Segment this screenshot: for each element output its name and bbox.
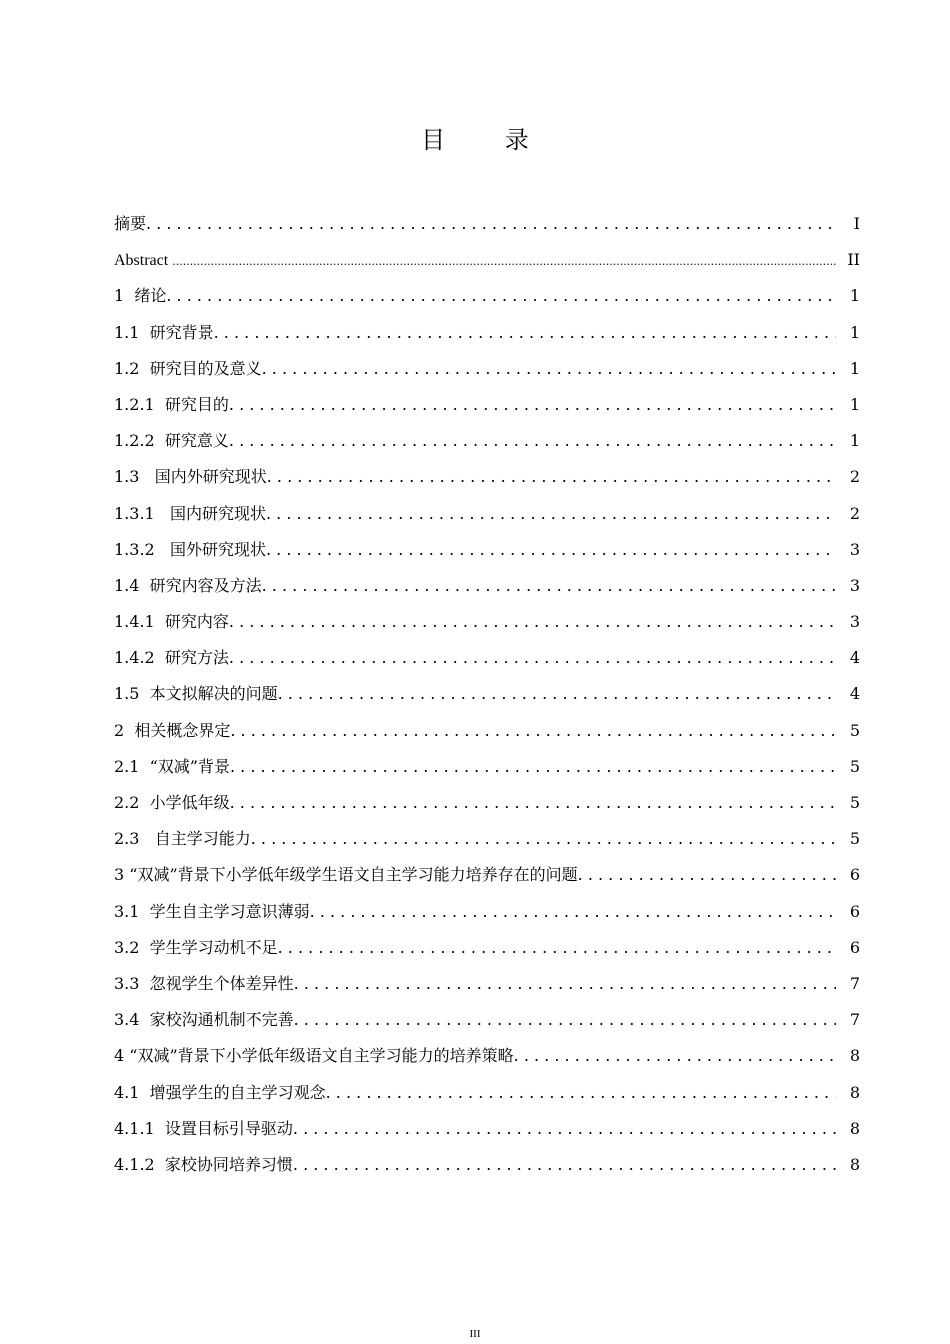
toc-entry-page: 7 (849, 973, 860, 993)
toc-entry-page: II (847, 250, 860, 270)
toc-entry-label: 4.1 增强学生的自主学习观念 (114, 1082, 326, 1102)
toc-entry-page: 5 (849, 793, 860, 812)
dot-leader (266, 504, 836, 524)
toc-entry[interactable] (114, 938, 860, 974)
dot-leader (146, 214, 836, 234)
dot-leader (278, 684, 836, 704)
dot-leader (293, 1119, 836, 1139)
dot-leader (229, 648, 836, 668)
toc-entry-label: 摘要 (114, 214, 147, 233)
toc-entry-label: 1.2 研究目的及意义 (114, 358, 262, 378)
toc-entry-page: 6 (849, 865, 860, 885)
dot-leader (578, 865, 836, 885)
dot-leader (326, 1083, 836, 1103)
toc-entry[interactable] (114, 829, 860, 865)
toc-entry-label: 1.4.1 研究内容 (114, 612, 229, 632)
dot-leader (262, 359, 836, 379)
toc-entry[interactable] (114, 757, 860, 793)
toc-entry-page: 8 (849, 1082, 860, 1102)
table-of-contents (114, 214, 860, 1191)
toc-entry[interactable] (114, 286, 860, 322)
dot-leader (266, 540, 836, 560)
dot-leader (278, 938, 836, 958)
toc-entry[interactable] (114, 902, 860, 938)
toc-entry-page: 2 (849, 503, 860, 523)
toc-entry[interactable] (114, 865, 860, 901)
toc-entry-label: 4.1.2 家校协同培养习惯 (114, 1154, 293, 1174)
toc-entry-label: 1.4.2 研究方法 (114, 648, 229, 668)
dot-leader (229, 395, 836, 415)
toc-entry-label: 4 “双减”背景下小学低年级语文自主学习能力的培养策略 (114, 1046, 514, 1066)
toc-entry[interactable] (114, 793, 860, 829)
toc-entry-label: 4.1.1 设置目标引导驱动 (114, 1118, 293, 1138)
toc-entry[interactable] (114, 359, 860, 395)
toc-entry-page: 8 (849, 1046, 860, 1066)
toc-entry[interactable] (114, 540, 860, 576)
toc-entry-page: 8 (849, 1154, 860, 1174)
toc-entry[interactable] (114, 576, 860, 612)
toc-entry[interactable] (114, 504, 860, 540)
toc-entry-label: 3.2 学生学习动机不足 (114, 937, 278, 957)
toc-entry-page: I (853, 214, 860, 233)
dot-leader (514, 1046, 836, 1066)
toc-entry[interactable] (114, 323, 860, 359)
toc-entry-label: 3.4 家校沟通机制不完善 (114, 1010, 294, 1030)
toc-entry-page: 1 (849, 286, 860, 306)
toc-entry[interactable] (114, 1119, 860, 1155)
dot-leader (229, 612, 836, 632)
dot-leader (293, 1155, 836, 1175)
toc-entry-label: 3 “双减”背景下小学低年级学生语文自主学习能力培养存在的问题 (114, 865, 578, 885)
dot-leader (229, 431, 836, 451)
toc-entry-label: 1.2.1 研究目的 (114, 394, 229, 414)
toc-entry[interactable] (114, 1155, 860, 1191)
toc-entry-page: 5 (849, 720, 860, 740)
toc-entry-page: 1 (849, 322, 860, 342)
toc-entry-page: 3 (849, 612, 860, 632)
toc-entry-label: Abstract (114, 252, 173, 270)
dot-leader (267, 467, 836, 487)
toc-entry-page: 5 (849, 756, 860, 776)
toc-entry-label: 3.1 学生自主学习意识薄弱 (114, 901, 310, 921)
toc-entry[interactable] (114, 395, 860, 431)
toc-entry-page: 3 (849, 575, 860, 595)
toc-entry-label: 1.3.1 国内研究现状 (114, 503, 266, 523)
dot-leader (310, 902, 836, 922)
toc-entry-label: 2.3 自主学习能力 (114, 829, 251, 849)
toc-entry[interactable] (114, 648, 860, 684)
toc-entry-page: 1 (849, 358, 860, 378)
toc-entry[interactable] (114, 684, 860, 720)
page-title: 目 录 (421, 126, 555, 154)
toc-entry-page: 3 (849, 539, 860, 559)
toc-entry[interactable] (114, 721, 860, 757)
toc-entry-label: 2.1 “双减”背景 (114, 756, 230, 776)
dot-leader (294, 1010, 836, 1030)
toc-entry-abstract-cn[interactable] (114, 214, 860, 250)
toc-entry[interactable] (114, 974, 860, 1010)
dot-leader (172, 250, 836, 272)
toc-entry-label: 2.2 小学低年级 (114, 793, 230, 812)
toc-entry-label: 1.2.2 研究意义 (114, 431, 229, 451)
toc-entry-label: 1.4 研究内容及方法 (114, 575, 262, 595)
dot-leader (262, 576, 836, 596)
dot-leader (166, 286, 836, 306)
toc-entry[interactable] (114, 431, 860, 467)
toc-entry-label: 3.3 忽视学生个体差异性 (114, 973, 294, 993)
toc-entry[interactable] (114, 1046, 860, 1082)
toc-entry-label: 1.5 本文拟解决的问题 (114, 684, 278, 704)
dot-leader (214, 323, 836, 343)
dot-leader (251, 829, 836, 849)
toc-entry-page: 1 (849, 394, 860, 414)
toc-entry-label: 1.1 研究背景 (114, 322, 214, 342)
toc-entry-abstract-en[interactable] (114, 250, 860, 286)
toc-entry-label: 1.3.2 国外研究现状 (114, 539, 266, 559)
footer-page-number: III (469, 1328, 481, 1340)
dot-leader (230, 793, 836, 813)
dot-leader (230, 757, 836, 777)
toc-entry-label: 1.3 国内外研究现状 (114, 467, 267, 487)
toc-entry-page: 6 (849, 937, 860, 957)
toc-entry-label: 2 相关概念界定 (114, 720, 231, 740)
toc-entry[interactable] (114, 612, 860, 648)
dot-leader (294, 974, 836, 994)
toc-entry-page: 4 (849, 684, 860, 704)
toc-entry[interactable] (114, 1010, 860, 1046)
toc-entry-label: 1 绪论 (114, 286, 167, 306)
dot-leader (230, 721, 836, 741)
toc-entry-page: 7 (849, 1010, 860, 1030)
toc-entry[interactable] (114, 1083, 860, 1119)
toc-entry-page: 4 (849, 648, 860, 668)
toc-entry[interactable] (114, 467, 860, 503)
toc-entry-page: 5 (849, 829, 860, 849)
toc-entry-page: 1 (849, 431, 860, 451)
toc-entry-page: 6 (849, 901, 860, 921)
toc-entry-page: 8 (849, 1118, 860, 1138)
toc-entry-page: 2 (849, 467, 860, 487)
